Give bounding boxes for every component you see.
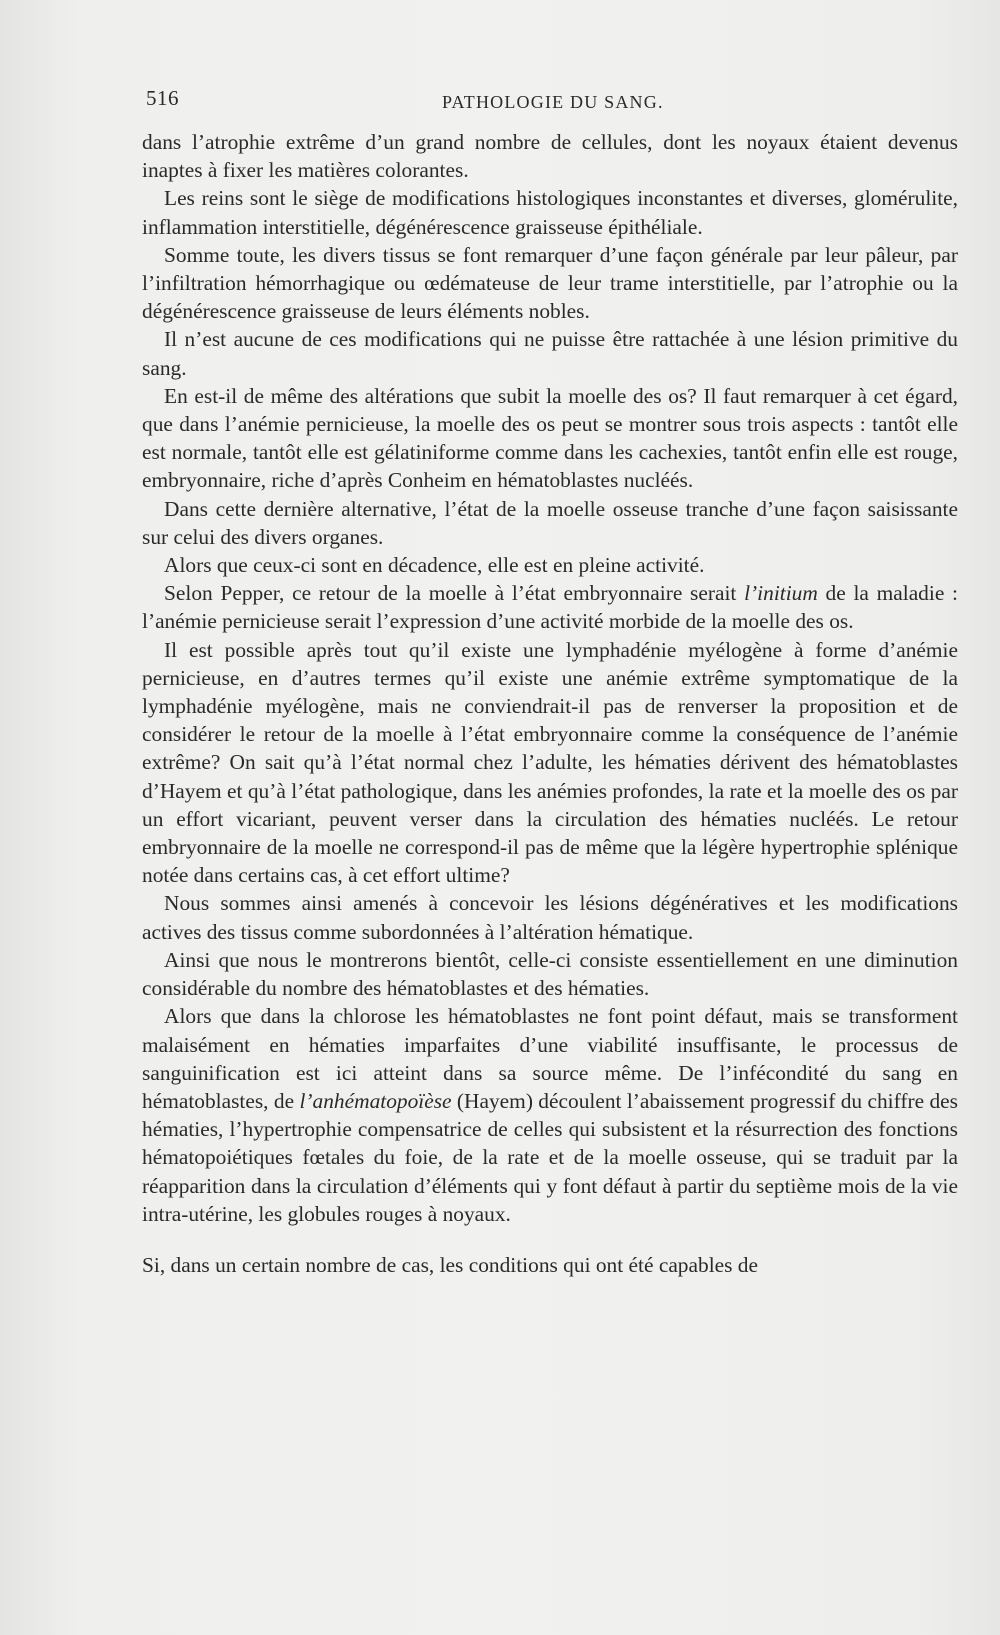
page-number: 516: [146, 86, 179, 110]
body-text: [142, 128, 958, 1279]
paragraph: Il est possible après tout qu’il existe une lymphadénie myélogène à forme d’anémie pernicieuse, en d’autres termes qu’il existe une anémie extrême symptomatique de la lymphadénie myélogène, mais ne conviendrait-il pas de renverser la proposition et de considérer le retour de la moelle à l’état embryonnaire comme la conséquence de l’anémie extrême? On sait qu’à l’état normal chez l’adulte, les hématies dérivent des hématoblastes d’Hayem et qu’à l’état pathologique, dans les anémies profondes, la rate et la moelle des os par un effort vicariant, peuvent verser dans la circulation des hématies nucléés. Le retour embryonnaire de la moelle ne correspond-il pas de même que la légère hypertrophie splénique notée dans certains cas, à cet effort ultime?: [142, 637, 958, 888]
paragraph: En est-il de même des altérations que subit la moelle des os? Il faut remarquer à cet égard, que dans l’anémie pernicieuse, la moelle des os peut se montrer sous trois aspects : tantôt elle est normale, tantôt elle est gélatiniforme comme dans les cachexies, tantôt enfin elle est rouge, embryonnaire, riche d’après Conheim en hématoblastes nucléés.: [142, 383, 958, 493]
running-title: PATHOLOGIE DU SANG.: [442, 92, 664, 112]
paragraph: Somme toute, les divers tissus se font remarquer d’une façon générale par leur pâleur, par l’infiltration hémorrhagique ou œdémateuse de leur trame interstitielle, par l’atrophie ou la dégénérescence graisseuse de leurs éléments nobles.: [142, 242, 958, 324]
paragraph: Il n’est aucune de ces modifications qui ne puisse être rattachée à une lésion primitive du sang.: [142, 327, 958, 380]
paragraph: Nous sommes ainsi amenés à concevoir les lésions dégénératives et les modifications actives des tissus comme subordonnées à l’altération hématique.: [142, 891, 958, 944]
paragraph: Si, dans un certain nombre de cas, les conditions qui ont été capables de: [142, 1252, 758, 1277]
paragraph: [142, 1002, 958, 1228]
paragraph: Alors que ceux-ci sont en décadence, elle est en pleine activité.: [164, 553, 705, 578]
paragraph: Les reins sont le siège de modifications histologiques inconstantes et diverses, glomérulite, inflammation interstitielle, dégénérescence graisseuse épithéliale.: [142, 186, 958, 239]
paragraph: Ainsi que nous le montrerons bientôt, celle-ci consiste essentiellement en une diminution considérable du nombre des hématoblastes et des hématies.: [142, 947, 958, 1001]
paragraph: [142, 579, 958, 635]
page-header: [146, 86, 956, 116]
paragraph: dans l’atrophie extrême d’un grand nombre de cellules, dont les noyaux étaient devenus inaptes à fixer les matières colorantes.: [142, 130, 958, 183]
italic-term: l’anhématopoïèse: [299, 1088, 452, 1113]
paragraph-text: Selon Pepper, ce retour de la moelle à l’état embryonnaire serait: [164, 581, 745, 606]
paragraph: Dans cette dernière alternative, l’état de la moelle osseuse tranche d’une façon saisissante sur celui des divers organes.: [142, 496, 958, 549]
paragraph-text: de la maladie : l’anémie pernicieuse serait l’expression d’une activité morbide de la moelle des os.: [142, 581, 958, 634]
paragraph-text: Alors que dans la chlorose les hématoblastes ne font point défaut, mais se transforment malaisément en hématies imparfaites d’une viabilité insuffisante, le processus de sanguinification est ici atteint dans sa source même. De l’infécondité du sang en hématoblastes, de: [142, 1004, 958, 1113]
paragraph-text: (Hayem) découlent l’abaissement progressif du chiffre des hématies, l’hypertrophie compensatrice de celles qui subsistent et la résurrection des fonctions hématopoiétiques fœtales du foie, de la rate et de la moelle osseuse, qui se traduit par la réapparition dans la circulation d’éléments qui y font défaut à partir du septième mois de la vie intra-utérine, les globules rouges à noyaux.: [142, 1088, 958, 1226]
italic-term: l’initium: [744, 581, 818, 606]
